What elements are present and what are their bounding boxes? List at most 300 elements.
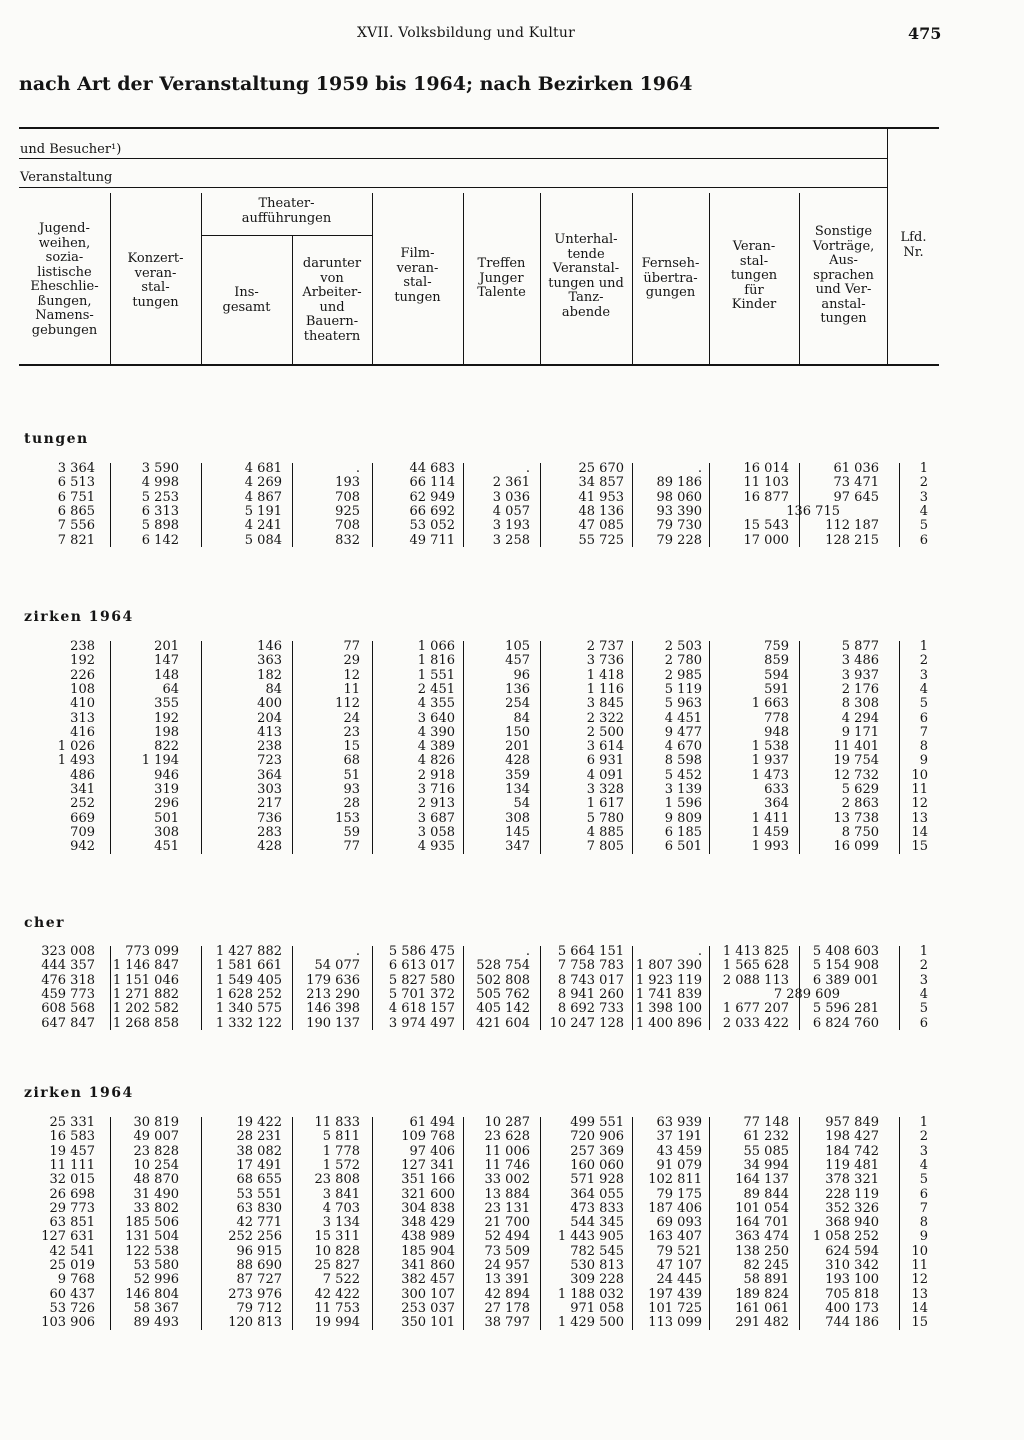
table-cell: 8 692 733 (557, 1001, 624, 1017)
table-cell: 24 957 (484, 1258, 530, 1273)
row-number: 6 (919, 1186, 928, 1202)
table-cell: 5 191 (244, 503, 282, 519)
table-cell: 37 191 (656, 1129, 702, 1145)
table-cell: 1 340 575 (215, 1001, 282, 1017)
table-row (0, 1302, 1024, 1316)
row-number: 13 (911, 810, 928, 826)
table-cell: 4 998 (141, 475, 179, 491)
table-cell: 25 331 (49, 1115, 95, 1130)
table-cell: 17 000 (743, 532, 789, 548)
table-cell: 544 345 (570, 1215, 624, 1231)
table-row (0, 812, 1024, 826)
table-cell: 19 422 (236, 1115, 282, 1130)
table-cell: 161 061 (735, 1300, 789, 1316)
table-cell: 198 (154, 724, 179, 740)
table-cell: 2 863 (841, 796, 879, 812)
table-cell: 971 058 (570, 1300, 624, 1316)
table-cell: 1 116 (586, 681, 624, 697)
table-cell: 79 730 (656, 518, 702, 534)
table-cell: 131 504 (125, 1229, 179, 1245)
table-cell: 1 194 (141, 753, 179, 769)
table-cell: 5 596 281 (812, 1001, 879, 1017)
table-row (0, 988, 1024, 1002)
table-cell: 2 500 (586, 724, 624, 740)
table-cell: 77 (343, 639, 360, 654)
table-cell: 146 (257, 639, 282, 654)
table-cell: 93 (343, 782, 360, 797)
table-cell: 79 521 (656, 1243, 702, 1259)
row-number: 4 (919, 986, 928, 1002)
table-cell: 4 935 (417, 839, 455, 855)
table-row (0, 1130, 1024, 1144)
table-cell: 946 (154, 767, 179, 783)
table-cell: 10 828 (314, 1243, 360, 1259)
table-cell: 73 509 (484, 1243, 530, 1259)
row-number: 6 (919, 532, 928, 548)
row-number: 3 (919, 972, 928, 988)
table-cell: 238 (70, 639, 95, 654)
table-cell: 1 459 (751, 824, 789, 840)
table-cell: 304 838 (401, 1200, 455, 1216)
table-cell: 185 506 (125, 1215, 179, 1231)
table-cell: 709 (70, 824, 95, 840)
table-cell: 60 437 (49, 1286, 95, 1302)
table-row (0, 797, 1024, 811)
table-cell: 66 692 (409, 503, 455, 519)
table-cell: 3 590 (141, 461, 179, 476)
row-number: 2 (919, 653, 928, 669)
table-cell: 164 701 (735, 1215, 789, 1231)
table-cell: 53 052 (409, 518, 455, 534)
table-cell: 58 367 (133, 1300, 179, 1316)
table-cell: 1 628 252 (215, 986, 282, 1002)
table-cell: 41 953 (578, 489, 624, 505)
row-number: 15 (911, 839, 928, 855)
table-cell: 15 311 (314, 1229, 360, 1245)
row-number: 10 (911, 1243, 928, 1259)
table-cell: 54 077 (314, 958, 360, 974)
table-cell: 7 522 (322, 1272, 360, 1288)
table-cell: 720 906 (570, 1129, 624, 1145)
table-cell: 11 746 (484, 1157, 530, 1173)
header-column-8: Fernseh- übertra- gungen (641, 256, 700, 300)
table-cell: 400 (257, 696, 282, 712)
table-cell: 19 754 (833, 753, 879, 769)
table-cell: 4 451 (664, 710, 702, 726)
table-row (0, 683, 1024, 697)
row-number: 3 (919, 667, 928, 683)
table-cell: 5 452 (664, 767, 702, 783)
table-cell: 4 091 (586, 767, 624, 783)
table-cell: 1 058 252 (812, 1229, 879, 1245)
table-cell: 310 342 (825, 1258, 879, 1273)
table-cell: 3 258 (492, 532, 530, 548)
table-cell: 257 369 (570, 1143, 624, 1159)
table-cell: 15 543 (743, 518, 789, 534)
table-row (0, 1188, 1024, 1202)
table-row (0, 640, 1024, 654)
table-cell: 505 762 (476, 986, 530, 1002)
row-number: 8 (919, 739, 928, 755)
row-number: 8 (919, 1215, 928, 1231)
table-cell: 1 565 628 (722, 958, 789, 974)
table-cell: 53 726 (49, 1300, 95, 1316)
table-cell: 55 725 (578, 532, 624, 548)
row-number: 3 (919, 1143, 928, 1159)
table-cell: 146 804 (125, 1286, 179, 1302)
table-cell: 213 290 (306, 986, 360, 1002)
table-cell: 49 007 (133, 1129, 179, 1145)
table-cell: 217 (257, 796, 282, 812)
table-cell: 3 328 (586, 782, 624, 797)
table-cell: 341 (70, 782, 95, 797)
table-cell: 13 738 (833, 810, 879, 826)
table-cell: 12 732 (833, 767, 879, 783)
table-cell: 705 818 (825, 1286, 879, 1302)
table-cell: 197 439 (648, 1286, 702, 1302)
table-cell: 153 (335, 810, 360, 826)
table-cell: 11 006 (484, 1143, 530, 1159)
table-cell: 309 228 (570, 1272, 624, 1288)
table-cell: 79 175 (656, 1186, 702, 1202)
table-cell: 3 640 (417, 710, 455, 726)
table-cell: 1 188 032 (557, 1286, 624, 1302)
table-row (0, 519, 1024, 533)
table-cell: 226 (70, 667, 95, 683)
table-cell: 16 583 (49, 1129, 95, 1145)
table-cell: 59 (343, 824, 360, 840)
table-cell: 6 931 (586, 753, 624, 769)
row-number: 4 (919, 503, 928, 519)
table-cell: 1 429 500 (557, 1315, 624, 1331)
table-cell: 5 898 (141, 518, 179, 534)
table-cell: 43 459 (656, 1143, 702, 1159)
table-cell: 28 (343, 796, 360, 812)
table-row (0, 462, 1024, 476)
table-row (0, 1316, 1024, 1330)
table-row (0, 1202, 1024, 1216)
table-cell: 11 111 (49, 1157, 95, 1173)
table-cell: 822 (154, 739, 179, 755)
table-cell: 48 870 (133, 1172, 179, 1188)
table-cell: 25 827 (314, 1258, 360, 1273)
table-cell: 25 019 (49, 1258, 95, 1273)
table-cell: 3 058 (417, 824, 455, 840)
table-cell: 6 185 (664, 824, 702, 840)
table-cell: 9 809 (664, 810, 702, 826)
row-number: 2 (919, 958, 928, 974)
table-cell: 859 (764, 653, 789, 669)
table-row (0, 769, 1024, 783)
table-cell: 8 941 260 (557, 986, 624, 1002)
table-cell: 127 341 (401, 1157, 455, 1173)
table-cell: 3 937 (841, 667, 879, 683)
table-cell: 451 (154, 839, 179, 855)
table-row (0, 1017, 1024, 1031)
table-cell: 4 826 (417, 753, 455, 769)
table-cell: 6 865 (57, 503, 95, 519)
table-cell: . (355, 461, 360, 476)
table-cell: 89 186 (656, 475, 702, 491)
table-cell: 23 131 (484, 1200, 530, 1216)
table-cell: 192 (70, 653, 95, 669)
row-number: 5 (919, 518, 928, 534)
table-cell: 1 271 882 (112, 986, 179, 1002)
table-row (0, 476, 1024, 490)
table-cell: 97 406 (409, 1143, 455, 1159)
table-cell: 410 (70, 696, 95, 712)
row-number: 1 (919, 944, 928, 959)
row-number: 4 (919, 1157, 928, 1173)
table-cell: 459 773 (41, 986, 95, 1002)
table-cell: 782 545 (570, 1243, 624, 1259)
table-cell: . (525, 944, 530, 959)
header-column-1: Jugend- weihen, sozia- listische Eheschlie- ßungen, Namens- gebungen (30, 221, 99, 338)
table-cell: 1 398 100 (635, 1001, 702, 1017)
table-cell: 8 750 (841, 824, 879, 840)
table-cell: 24 (343, 710, 360, 726)
table-cell: 3 845 (586, 696, 624, 712)
table-cell: 355 (154, 696, 179, 712)
table-cell: 2 322 (586, 710, 624, 726)
table-cell: 438 989 (401, 1229, 455, 1245)
table-cell: 323 008 (41, 944, 95, 959)
table-cell: 4 618 157 (388, 1001, 455, 1017)
table-cell: 351 166 (401, 1172, 455, 1188)
table-cell: 108 (70, 681, 95, 697)
row-number: 14 (911, 824, 928, 840)
table-cell: 363 474 (735, 1229, 789, 1245)
header-column-6: Treffen Junger Talente (477, 256, 526, 300)
table-cell: 1 066 (417, 639, 455, 654)
table-cell: 4 241 (244, 518, 282, 534)
table-cell: 30 819 (133, 1115, 179, 1130)
table-row (0, 959, 1024, 973)
table-cell: 148 (154, 667, 179, 683)
table-cell: 10 254 (133, 1157, 179, 1173)
table-cell: 33 802 (133, 1200, 179, 1216)
table-row (0, 1216, 1024, 1230)
table-cell: 308 (154, 824, 179, 840)
table-row (0, 534, 1024, 548)
table-cell: 5 811 (322, 1129, 360, 1145)
table-row (0, 669, 1024, 683)
table-cell: 7 289 609 (773, 986, 840, 1002)
table-cell: 89 844 (743, 1186, 789, 1202)
table-cell: 291 482 (735, 1315, 789, 1331)
table-cell: 1 268 858 (112, 1015, 179, 1031)
table-cell: 352 326 (825, 1200, 879, 1216)
table-cell: 1 551 (417, 667, 455, 683)
table-cell: 42 422 (314, 1286, 360, 1302)
table-cell: 530 813 (570, 1258, 624, 1273)
table-cell: 179 636 (306, 972, 360, 988)
table-cell: 591 (764, 681, 789, 697)
table-row (0, 1230, 1024, 1244)
table-cell: 2 780 (664, 653, 702, 669)
table-row (0, 654, 1024, 668)
table-cell: 23 (343, 724, 360, 740)
table-cell: 5 701 372 (388, 986, 455, 1002)
table-cell: 1 677 207 (722, 1001, 789, 1017)
table-cell: 11 401 (833, 739, 879, 755)
table-cell: 145 (505, 824, 530, 840)
row-number: 12 (911, 1272, 928, 1288)
table-cell: 11 (343, 681, 360, 697)
table-cell: 164 137 (735, 1172, 789, 1188)
table-cell: 127 631 (41, 1229, 95, 1245)
table-cell: 283 (257, 824, 282, 840)
table-cell: 5 119 (664, 681, 702, 697)
table-cell: . (697, 461, 702, 476)
table-cell: 38 797 (484, 1315, 530, 1331)
table-cell: 33 002 (484, 1172, 530, 1188)
table-cell: 3 486 (841, 653, 879, 669)
row-number: 5 (919, 1172, 928, 1188)
running-head: XVII. Volksbildung und Kultur (357, 25, 575, 41)
table-row (0, 1245, 1024, 1259)
table-cell: . (355, 944, 360, 959)
table-cell: 87 727 (236, 1272, 282, 1288)
table-cell: 528 754 (476, 958, 530, 974)
table-cell: 93 390 (656, 503, 702, 519)
table-cell: 4 670 (664, 739, 702, 755)
row-number: 1 (919, 1115, 928, 1130)
table-cell: 201 (505, 739, 530, 755)
table-cell: 1 413 825 (722, 944, 789, 959)
section-label: tungen (24, 431, 89, 447)
table-cell: 473 833 (570, 1200, 624, 1216)
table-cell: 96 (513, 667, 530, 683)
table-cell: 146 398 (306, 1001, 360, 1017)
table-cell: 84 (265, 681, 282, 697)
table-cell: 55 085 (743, 1143, 789, 1159)
header-column-11: Lfd. Nr. (900, 230, 927, 260)
table-cell: 252 256 (228, 1229, 282, 1245)
table-cell: 669 (70, 810, 95, 826)
table-cell: 201 (154, 639, 179, 654)
table-cell: 61 232 (743, 1129, 789, 1145)
row-number: 11 (911, 782, 928, 797)
table-cell: 119 481 (825, 1157, 879, 1173)
table-cell: 134 (505, 782, 530, 797)
table-cell: 64 (162, 681, 179, 697)
table-cell: 486 (70, 767, 95, 783)
table-row (0, 945, 1024, 959)
table-cell: 1 026 (57, 739, 95, 755)
table-cell: 1 443 905 (557, 1229, 624, 1245)
table-cell: 204 (257, 710, 282, 726)
table-cell: 198 427 (825, 1129, 879, 1145)
row-number: 10 (911, 767, 928, 783)
table-cell: 2 451 (417, 681, 455, 697)
row-number: 14 (911, 1300, 928, 1316)
table-cell: 238 (257, 739, 282, 755)
table-cell: 88 690 (236, 1258, 282, 1273)
table-cell: 4 703 (322, 1200, 360, 1216)
section-label: zirken 1964 (24, 1085, 134, 1101)
header-rule-bottom (19, 364, 939, 366)
table-cell: 7 805 (586, 839, 624, 855)
table-cell: 4 390 (417, 724, 455, 740)
row-number: 9 (919, 1229, 928, 1245)
table-cell: 1 596 (664, 796, 702, 812)
table-cell: 11 103 (743, 475, 789, 491)
header-row-label-2: Veranstaltung (20, 170, 113, 185)
table-cell: 9 477 (664, 724, 702, 740)
table-cell: 1 937 (751, 753, 789, 769)
table-cell: 7 821 (57, 532, 95, 548)
table-cell: 1 427 882 (215, 944, 282, 959)
table-cell: 1 807 390 (635, 958, 702, 974)
section-label: zirken 1964 (24, 609, 134, 625)
table-cell: 3 193 (492, 518, 530, 534)
table-cell: 421 604 (476, 1015, 530, 1031)
table-cell: 382 457 (401, 1272, 455, 1288)
table-cell: 1 741 839 (635, 986, 702, 1002)
table-cell: 3 687 (417, 810, 455, 826)
table-cell: 608 568 (41, 1001, 95, 1017)
header-rule-1 (19, 158, 887, 159)
table-cell: 773 099 (125, 944, 179, 959)
table-cell: 363 (257, 653, 282, 669)
table-cell: 16 099 (833, 839, 879, 855)
header-column-10: Sonstige Vorträge, Aus- sprachen und Ver- anstal- tungen (812, 224, 875, 326)
table-cell: 113 099 (648, 1315, 702, 1331)
table-row (0, 491, 1024, 505)
row-number: 7 (919, 1200, 928, 1216)
table-cell: 84 (513, 710, 530, 726)
table-cell: 3 134 (322, 1215, 360, 1231)
table-cell: 444 357 (41, 958, 95, 974)
table-cell: 2 737 (586, 639, 624, 654)
table-cell: 1 151 046 (112, 972, 179, 988)
table-cell: 4 057 (492, 503, 530, 519)
table-cell: 97 645 (833, 489, 879, 505)
table-cell: 1 146 847 (112, 958, 179, 974)
header-column-4: darunter von Arbeiter- und Bauern- theatern (302, 256, 362, 344)
table-cell: 2 985 (664, 667, 702, 683)
row-number: 4 (919, 681, 928, 697)
table-cell: 5 963 (664, 696, 702, 712)
table-cell: 61 036 (833, 461, 879, 476)
header-column-7: Unterhal- tende Veranstal- tungen und Tanz- abende (548, 232, 624, 320)
table-cell: 6 513 (57, 475, 95, 491)
table-row (0, 783, 1024, 797)
table-cell: 744 186 (825, 1315, 879, 1331)
table-cell: 47 085 (578, 518, 624, 534)
table-cell: 11 753 (314, 1300, 360, 1316)
table-row (0, 1259, 1024, 1273)
table-cell: 6 389 001 (812, 972, 879, 988)
table-cell: 31 490 (133, 1186, 179, 1202)
table-cell: 457 (505, 653, 530, 669)
table-cell: 128 215 (825, 532, 879, 548)
row-number: 5 (919, 1001, 928, 1017)
table-cell: 138 250 (735, 1243, 789, 1259)
table-cell: 77 148 (743, 1115, 789, 1130)
row-number: 13 (911, 1286, 928, 1302)
table-cell: 5 629 (841, 782, 879, 797)
row-number: 1 (919, 639, 928, 654)
row-number: 2 (919, 475, 928, 491)
table-cell: 19 457 (49, 1143, 95, 1159)
table-cell: 4 681 (244, 461, 282, 476)
table-cell: 3 364 (57, 461, 95, 476)
row-number: 7 (919, 724, 928, 740)
table-cell: 1 400 896 (635, 1015, 702, 1031)
table-cell: 109 768 (401, 1129, 455, 1145)
